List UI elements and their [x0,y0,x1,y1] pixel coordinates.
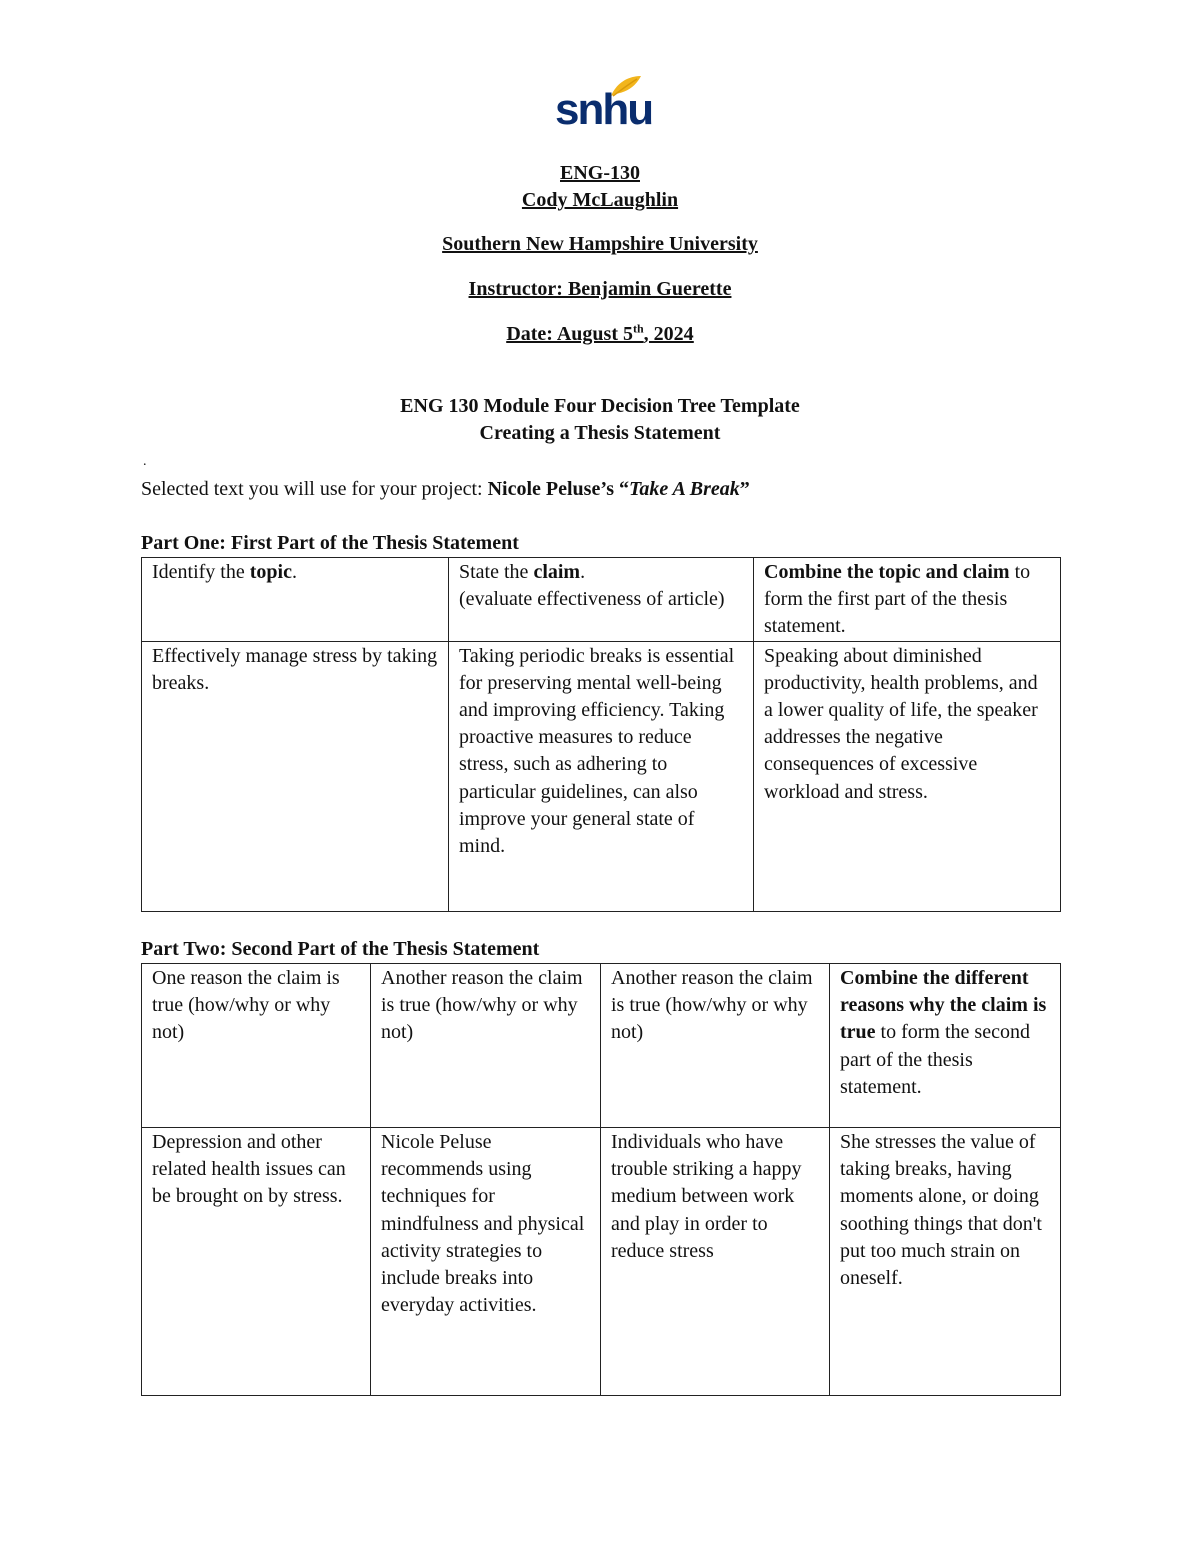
topic-header-cell: Identify the topic. [142,558,449,642]
logo-wordmark: snhu [555,85,653,134]
combine-header-cell: Combine the topic and claim to form the first part of the thesis statement. [754,558,1061,642]
table-row [142,641,1061,911]
combine-reasons-header-cell: Combine the different reasons why the claim is true to form the second part of the thesis statement. [830,964,1061,1128]
combined-cell: Speaking about diminished productivity, health problems, and a lower quality of life, the speaker addresses the negative consequences of excessive workload and stress. [754,641,1061,911]
stray-mark: . [143,454,147,469]
reason-two-header-cell: Another reason the claim is true (how/why or why not) [371,964,601,1128]
university-name: Southern New Hampshire University [442,233,758,255]
selected-text-line: Selected text you will use for your project: Nicole Peluse’s “Take A Break” [141,478,750,500]
part-two-table [141,963,1061,1396]
table-row [142,1128,1061,1396]
date-line: Date: August 5th, 2024 [506,321,694,345]
claim-header-cell: State the claim. (evaluate effectiveness of article) [449,558,754,642]
table-header-row [142,964,1061,1128]
document-subtitle: Creating a Thesis Statement [479,422,721,444]
reason-three-cell: Individuals who have trouble striking a happy medium between work and play in order to reduce stress [601,1128,830,1396]
table-header-row [142,558,1061,642]
student-name: Cody McLaughlin [521,189,679,211]
reason-one-cell: Depression and other related health issues can be brought on by stress. [142,1128,371,1396]
instructor-name: Instructor: Benjamin Guerette [468,278,732,300]
topic-cell: Effectively manage stress by taking breaks. [142,641,449,911]
part-one-heading: Part One: First Part of the Thesis Statement [141,532,519,554]
reason-one-header-cell: One reason the claim is true (how/why or why not) [142,964,371,1128]
reason-three-header-cell: Another reason the claim is true (how/why or why not) [601,964,830,1128]
claim-cell: Taking periodic breaks is essential for preserving mental well-being and improving efficiency. Taking proactive measures to reduce stress, such as adhering to particular guidelines, can also improve your general state of mind. [449,641,754,911]
course-code: ENG-130 [560,162,640,184]
reason-two-cell: Nicole Peluse recommends using techniques for mindfulness and physical activity strategies to include breaks into everyday activities. [371,1128,601,1396]
part-two-heading: Part Two: Second Part of the Thesis Statement [141,938,540,960]
document-title: ENG 130 Module Four Decision Tree Template [400,395,800,417]
snhu-logo [555,74,653,134]
combined-reasons-cell: She stresses the value of taking breaks, having moments alone, or doing soothing things that don't put too much strain on oneself. [830,1128,1061,1396]
part-one-table [141,557,1061,912]
